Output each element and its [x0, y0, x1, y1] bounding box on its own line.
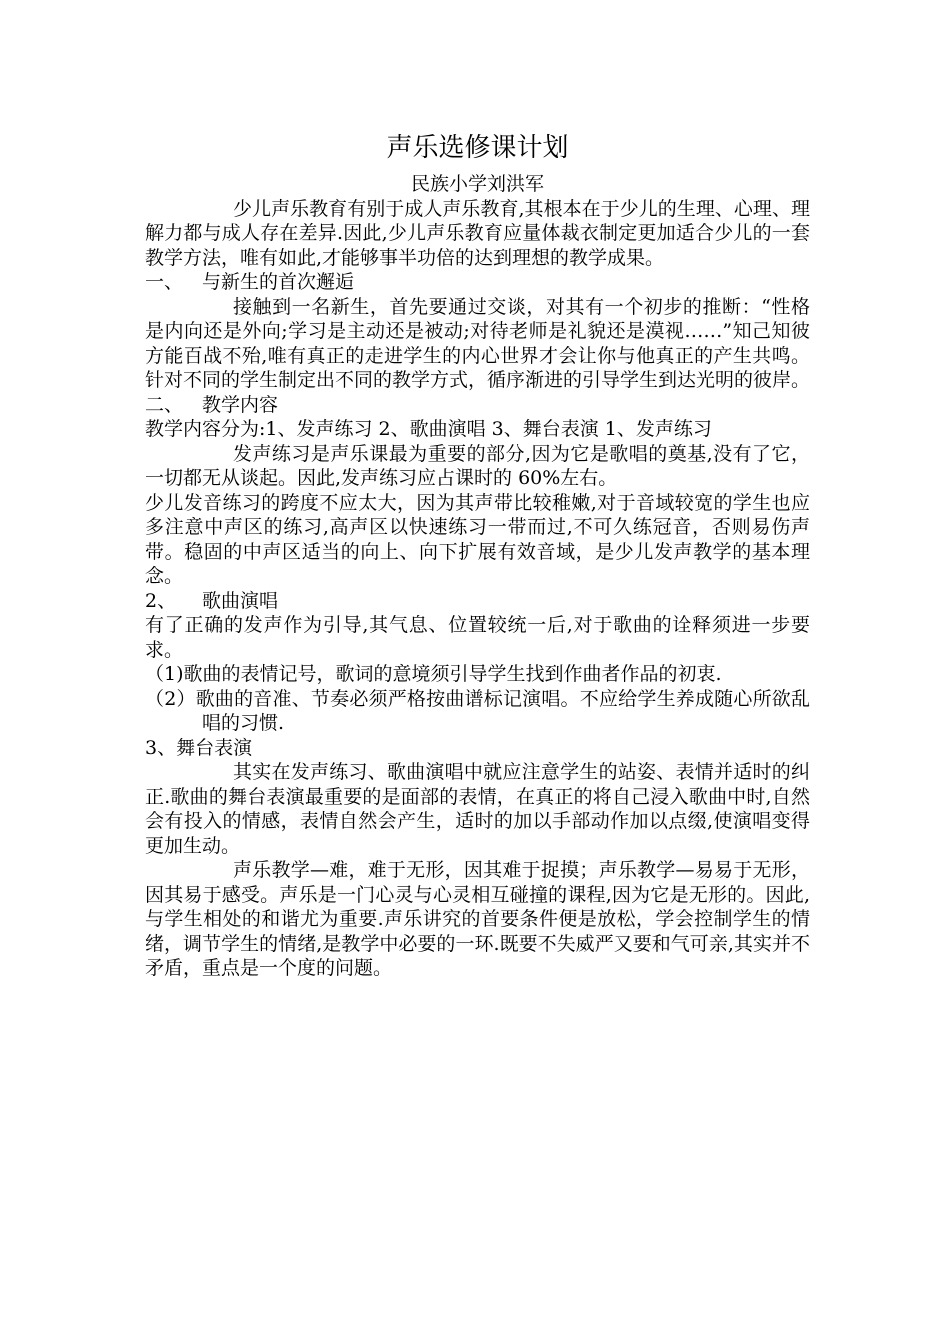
section1-heading — [145, 270, 810, 295]
document-author: 民族小学刘洪军 — [410, 173, 544, 195]
song-item-2-text: 歌曲的音准、节奏必须严格按曲谱标记演唱。不应给学生养成随心所欲乱唱的习惯. — [195, 687, 810, 734]
song-heading — [145, 589, 810, 614]
stage-heading: 3、舞台表演 — [145, 736, 253, 759]
section2-number: 二、 — [145, 393, 184, 416]
section2-heading — [145, 393, 810, 418]
section1-number: 一、 — [145, 271, 184, 293]
document-page — [145, 128, 810, 981]
stage-paragraph: 其实在发声练习、歌曲演唱中就应注意学生的站姿、表情并适时的纠正.歌曲的舞台表演最重要的是面部的表情，在真正的将自己浸入歌曲中时,自然会有投入的情感，表情自然会产生，适时的加以手部动作加以点缀,使演唱变得更加生动。 — [145, 761, 810, 857]
closing-paragraph: 声乐教学—难，难于无形，因其难于捉摸；声乐教学—易易于无形，因其易于感受。声乐是一门心灵与心灵相互碰撞的课程,因为它是无形的。因此,与学生相处的和谐尤为重要.声乐讲究的首要条件便是放松，学会控制学生的情绪，调节学生的情绪,是教学中必要的一环.既要不失威严又要和气可亲,其实并不矛盾，重点是一个度的问题。 — [145, 859, 810, 979]
document-title: 声乐选修课计划 — [386, 133, 569, 163]
section1-body: 接触到一名新生，首先要通过交谈，对其有一个初步的推断：“性格是内向还是外向;学习是主动还是被动;对待老师是礼貌还是漠视……”知己知彼方能百战不殆,唯有真正的走进学生的内心世界才会让你与他真正的产生共鸣。针对不同的学生制定出不同的教学方式，循序渐进的引导学生到达光明的彼岸。 — [145, 295, 811, 391]
vocal-paragraph-2: 少儿发音练习的跨度不应太大，因为其声带比较稚嫩,对于音域较宽的学生也应多注意中声区的练习,高声区以快速练习一带而过,不可久练冠音，否则易伤声带。稳固的中声区适当的向上、向下扩展有效音域，是少儿发声教学的基本理念。 — [145, 491, 810, 587]
intro-paragraph: 少儿声乐教育有别于成人声乐教育,其根本在于少儿的生理、心理、理解力都与成人存在差异.因此,少儿声乐教育应量体裁衣制定更加适合少儿的一套教学方法，唯有如此,才能够事半功倍的达到理想的教学成果。 — [145, 197, 810, 269]
song-item-1: （1)歌曲的表情记号，歌词的意境须引导学生找到作曲者作品的初衷. — [145, 663, 722, 685]
section2-summary: 教学内容分为:1、发声练习 2、歌曲演唱 3、舞台表演 1、发声练习 — [145, 418, 712, 440]
song-title: 歌曲演唱 — [202, 589, 279, 612]
song-paragraph: 有了正确的发声作为引导,其气息、位置较统一后,对于歌曲的诠释须进一步要求。 — [145, 614, 810, 661]
song-number: 2、 — [145, 589, 177, 612]
section1-title: 与新生的首次邂逅 — [202, 271, 355, 293]
song-item-2-label: （2） — [145, 687, 196, 710]
section2-title: 教学内容 — [202, 393, 279, 416]
song-item-2 — [145, 687, 810, 736]
vocal-paragraph-1: 发声练习是声乐课最为重要的部分,因为它是歌唱的奠基,没有了它，一切都无从谈起。因此,发声练习应占课时的 60%左右。 — [145, 442, 810, 489]
